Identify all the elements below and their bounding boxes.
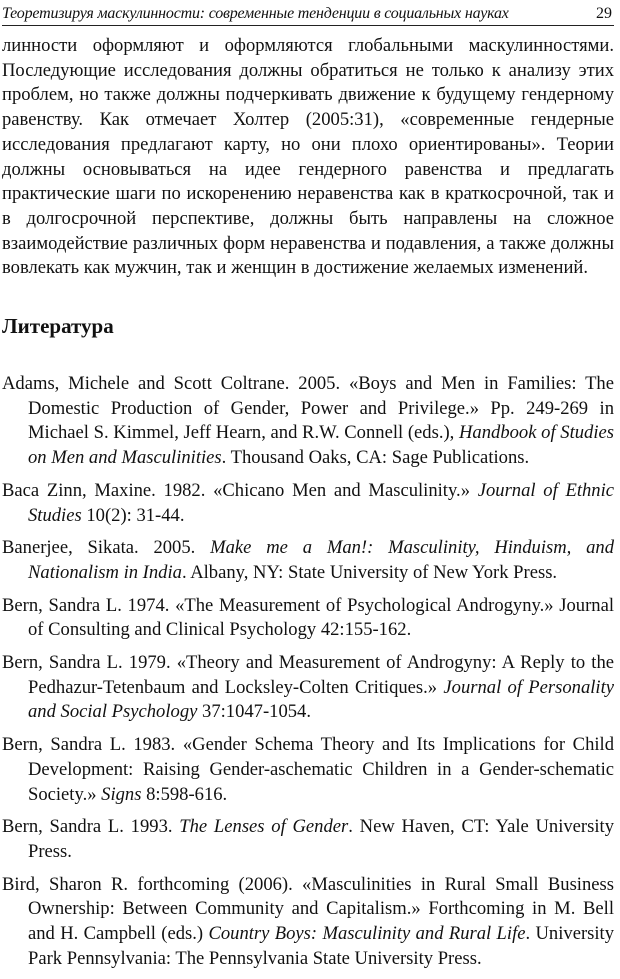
section-heading: Литература: [2, 314, 114, 338]
reference-text: Banerjee, Sikata. 2005.: [2, 537, 211, 559]
reference-text: Adams, Michele and Scott Coltrane. 2005. «Boys and Men in Families: The Domestic Production of Gender, Power and Privilege.» Pp. 249-269 in Michael S. Kimmel, Jeff Hearn, and R.W. Connell (eds.),: [2, 373, 614, 444]
reference-italic-title: Journal of Ethnic Studies: [28, 479, 614, 526]
reference-text: Bird, Sharon R. forthcoming (2006). «Masculinities in Rural Small Business Ownership: Between Community and Capitalism.» Forthcoming in M. Bell and H. Campbell (eds.): [2, 873, 614, 945]
reference-item: [2, 733, 614, 807]
reference-item: [2, 372, 614, 471]
reference-text-end: 10(2): 31-44.: [81, 504, 185, 526]
reference-item: [2, 873, 614, 972]
reference-item: [2, 536, 614, 585]
reference-item: [2, 815, 614, 864]
reference-italic-title: The Lenses of Gender: [179, 816, 349, 838]
running-head: [2, 0, 614, 26]
body-paragraph: линности оформляют и оформляются глобальными маскулинностями. Последующие исследования должны обратиться не только к анализу этих проблем, но также должны подчеркивать движение к будущему гендерному равенству. Как отмечает Холтер (2005:31), «современные гендерные исследования предлагают карту, но они плохо ориентированы». Теории должны основываться на идее гендерного равенства и предлагать практические шаги по искоренению неравенства как в краткосрочной, так и в долгосрочной перспективе, должны быть направлены на сложное взаимодействие различных форм неравенства и подавления, а также должны вовлекать как мужчин, так и женщин в достижение желаемых изменений.: [2, 35, 614, 279]
reference-text: Bern, Sandra L. 1979. «Theory and Measurement of Androgyny: A Reply to the Pedhazur-Tetenbaum and Locksley-Colten Critiques.»: [2, 652, 614, 698]
reference-italic-title: Handbook of Studies on Men and Masculinities: [28, 422, 615, 469]
reference-text: Bern, Sandra L. 1983. «Gender Schema Theory and Its Implications for Child Development: Raising Gender-aschematic Children in a Gender-schematic Society.»: [2, 734, 614, 805]
reference-text-end: . Thousand Oaks, CA: Sage Publications.: [221, 447, 530, 469]
reference-text-end: 37:1047-1054.: [197, 701, 311, 723]
reference-italic-title: Country Boys: Masculinity and Rural Life: [208, 923, 526, 945]
reference-text: Bern, Sandra L. 1974. «The Measurement of Psychological Androgyny.» Journal of Consulting and Clinical Psychology 42:155-162.: [2, 594, 614, 641]
reference-text: Bern, Sandra L. 1993.: [2, 816, 180, 838]
reference-italic-title: Signs: [101, 783, 142, 805]
reference-italic-title: Journal of Personality and Social Psychology: [28, 676, 614, 723]
reference-item: [2, 651, 614, 725]
reference-text: Baca Zinn, Maxine. 1982. «Chicano Men and Masculinity.»: [2, 479, 478, 501]
reference-text-end: . New Haven, CT: Yale University Press.: [28, 816, 614, 862]
page-number: 29: [596, 5, 612, 22]
reference-list: [2, 372, 614, 979]
reference-text-end: . University Park Pennsylvania: The Pennsylvania State University Press.: [28, 923, 615, 969]
reference-item: [2, 479, 614, 528]
reference-text-end: . Albany, NY: State University of New York Press.: [181, 561, 558, 583]
reference-italic-title: Make me a Man!: Masculinity, Hinduism, and Nationalism in India: [28, 537, 615, 583]
reference-text-end: 8:598-616.: [141, 783, 228, 805]
running-title: Теоретизируя маскулинности: современные тенденции в социальных науках: [2, 5, 509, 22]
reference-item: [2, 594, 614, 643]
